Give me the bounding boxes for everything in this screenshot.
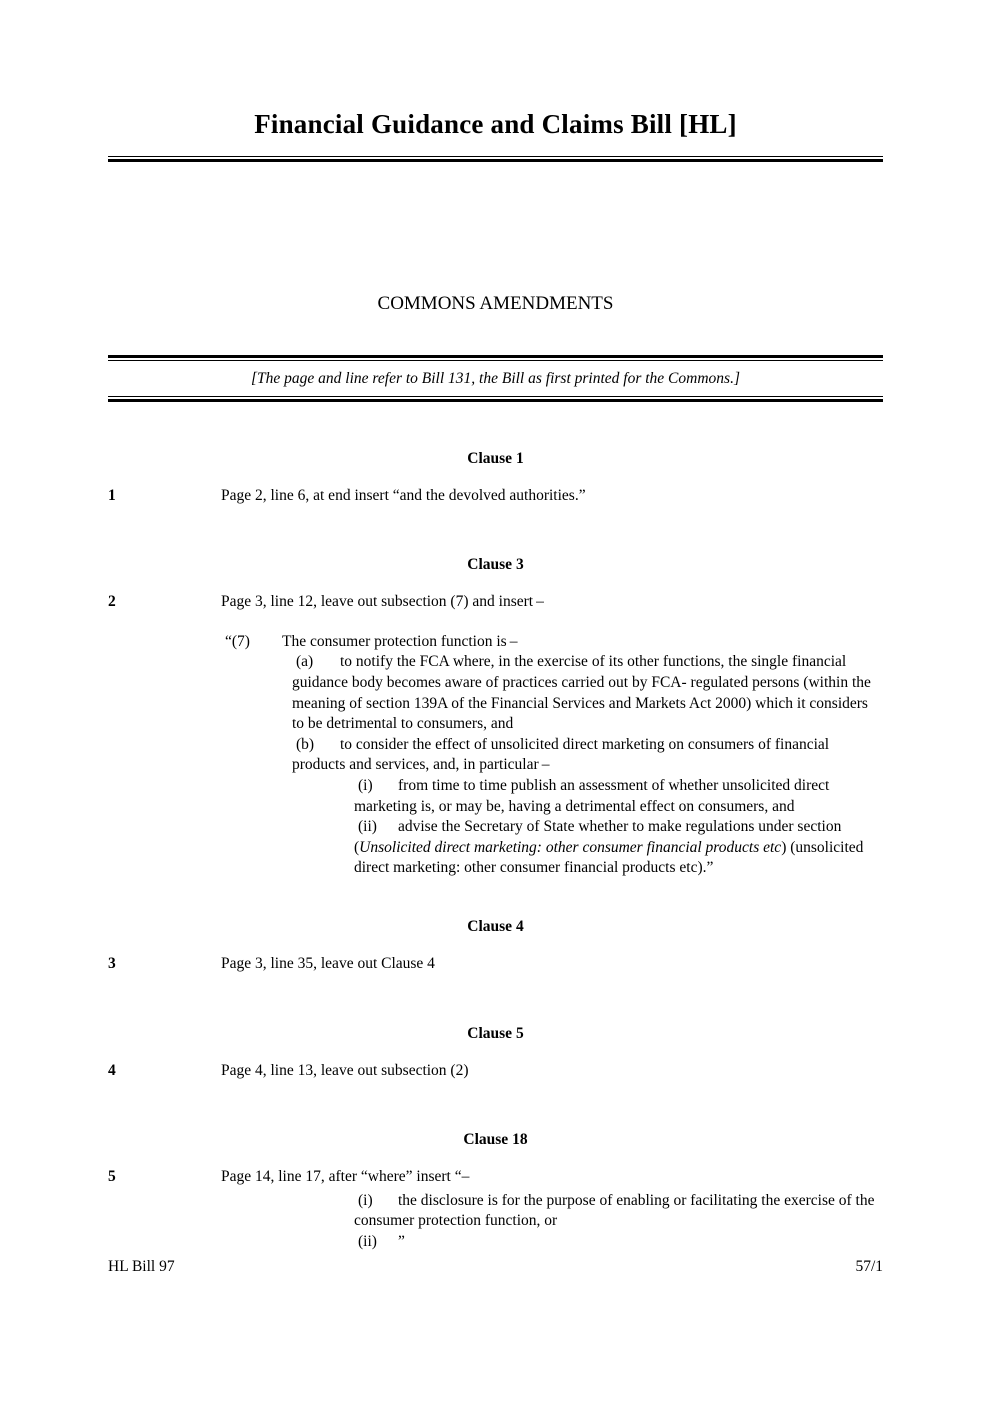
subparagraph-label: (ii) [358, 818, 377, 836]
amendment-number: 5 [108, 1168, 116, 1186]
amendment-entry [108, 1061, 883, 1081]
subparagraph-i [354, 776, 883, 817]
section-spacer [108, 1081, 883, 1130]
subsection-label: “(7) [225, 632, 250, 650]
subparagraph-label: (ii) [358, 1233, 377, 1251]
amendment-entry [108, 954, 883, 974]
inserted-text-block [221, 1191, 883, 1253]
paragraph-text: to notify the FCA where, in the exercise of its other functions, the single financial guidance body becomes aware of practices carried out by FCA- regulated persons (within the meaning of section 139A of the Financial Services and Markets Act 2000) which it considers to be detrimental to consumers, and [292, 653, 871, 733]
footer-page-number: 57/1 [855, 1258, 883, 1275]
paragraph-text: to consider the effect of unsolicited direct marketing on consumers of financial products and services, and, in particular – [292, 735, 830, 774]
footer-bill-number: HL Bill 97 [108, 1258, 175, 1275]
amendment-number: 2 [108, 593, 116, 611]
amendment-entry [108, 592, 883, 612]
clause-heading: Clause 5 [467, 1024, 524, 1042]
amendment-text: Page 3, line 12, leave out subsection (7) and insert – [221, 593, 544, 611]
amendment-number: 1 [108, 486, 116, 504]
amendment-entry [108, 1167, 883, 1187]
subparagraph-ii [354, 1232, 883, 1253]
note-text: [The page and line refer to Bill 131, the Bill as first printed for the Commons.] [251, 370, 740, 388]
subparagraph-i [354, 1191, 883, 1232]
amendment-number: 4 [108, 1061, 116, 1079]
subparagraph-text: ” [398, 1233, 405, 1251]
page-content [108, 0, 883, 1253]
amendment-text: Page 2, line 6, at end insert “and the devolved authorities.” [221, 486, 586, 504]
subparagraph-ii [354, 817, 883, 879]
subparagraph-text: from time to time publish an assessment of whether unsolicited direct marketing is, or may be, having a detrimental effect on consumers, and [354, 777, 830, 815]
amendment-text: Page 3, line 35, leave out Clause 4 [221, 955, 435, 973]
clause-heading: Clause 3 [467, 556, 524, 574]
amendments-body [108, 402, 883, 1253]
amendment-text: Page 4, line 13, leave out subsection (2) [221, 1061, 469, 1079]
paragraph-label: (b) [296, 735, 315, 753]
inserted-text-block [221, 632, 883, 879]
amendment-number: 3 [108, 955, 116, 973]
paragraph-b [292, 735, 883, 776]
subsection-text: The consumer protection function is – [282, 632, 518, 650]
clause-heading: Clause 1 [467, 449, 524, 467]
subparagraph-label: (i) [358, 777, 373, 795]
page-title: Financial Guidance and Claims Bill [HL] [254, 109, 737, 139]
page-footer [108, 1258, 883, 1277]
clause-heading: Clause 4 [467, 918, 524, 936]
subparagraph-text-part2: ) (unsolicited direct marketing: other consumer financial products etc).” [354, 838, 864, 877]
subsection-7 [221, 632, 883, 653]
section-spacer [108, 879, 883, 917]
subparagraph-text-part1: advise the Secretary of State whether to make regulations under section ( [354, 818, 842, 856]
paragraph-a [292, 652, 883, 734]
amendment-entry [108, 486, 883, 506]
section-spacer [108, 506, 883, 555]
subparagraph-text [354, 818, 863, 876]
subparagraph-text: the disclosure is for the purpose of enabling or facilitating the exercise of the consumer protection function, or [354, 1191, 875, 1230]
clause-heading: Clause 18 [463, 1131, 528, 1149]
section-spacer [108, 975, 883, 1024]
amendment-text: Page 14, line 17, after “where” insert “– [221, 1168, 470, 1186]
note-block [108, 355, 883, 401]
subparagraph-label: (i) [358, 1191, 373, 1209]
paragraph-label: (a) [296, 653, 314, 671]
section-heading: COMMONS AMENDMENTS [377, 293, 614, 315]
section-name-italic: Unsolicited direct marketing: other consumer financial products etc [359, 838, 782, 856]
